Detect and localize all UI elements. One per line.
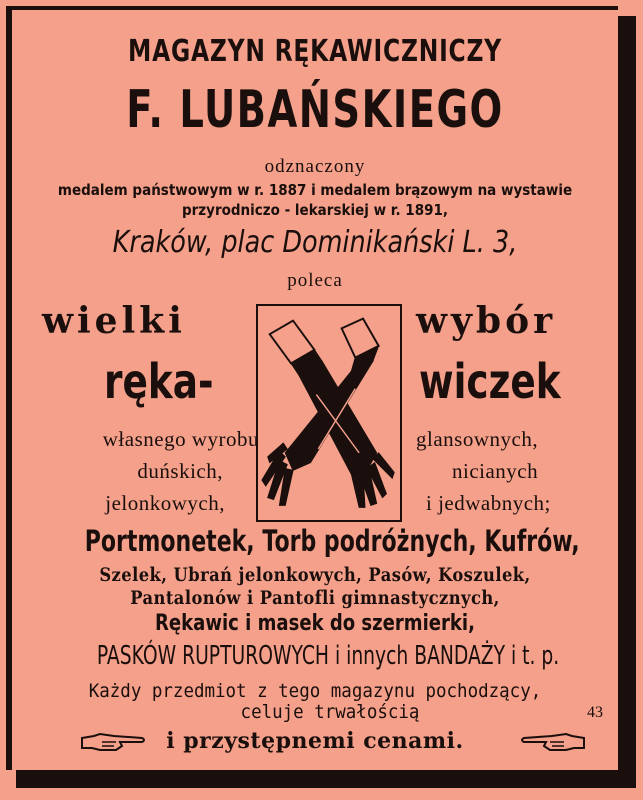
left-text-2: duńskich,: [137, 459, 223, 483]
gloves-icon: [258, 306, 400, 520]
pointing-hand-left-icon: [520, 730, 586, 754]
word-reka: ręka-: [104, 354, 214, 410]
frame-shadow-right: [618, 16, 636, 786]
right-text-1: glansownych,: [416, 427, 539, 451]
distinguished-label: odznaczony: [264, 156, 366, 177]
crossed-gloves-illustration: [256, 304, 402, 522]
goods-line-4: Rękawic i masek do szermierki,: [155, 611, 475, 636]
goods-line-5: PASKÓW RUPTUROWYCH i innych BANDAŻY i t. p.: [96, 641, 560, 671]
quality-line-2: celuje trwałością: [240, 701, 420, 723]
address: Kraków, plac Dominikański L. 3,: [112, 225, 518, 260]
medal-line-2: przyrodniczo - lekarskiej w r. 1891,: [181, 201, 449, 219]
frame-shadow-bottom: [16, 770, 636, 788]
goods-line-1: Portmonetek, Torb podróżnych, Kufrów,: [84, 524, 580, 558]
shop-header: MAGAZYN RĘKAWICZNICZY: [128, 34, 502, 69]
right-text-3: i jedwabnych;: [426, 491, 551, 515]
left-text-1: własnego wyrobu: [102, 427, 259, 451]
goods-line-2: Szelek, Ubrań jelonkowych, Pasów, Koszulek,: [99, 564, 531, 586]
shop-owner-name: F. LUBAŃSKIEGO: [126, 80, 504, 140]
left-text-3: jelonkowych,: [105, 491, 225, 515]
medal-line-1: medalem państwowym w r. 1887 i medalem brązowym na wystawie: [57, 181, 573, 199]
right-text-2: nicianych: [452, 459, 539, 483]
word-wiczek: wiczek: [419, 354, 561, 410]
word-wielki: wielki: [42, 300, 186, 342]
prices-line: i przystępnemi cenami.: [166, 728, 464, 754]
goods-line-3: Pantalonów i Pantofli gimnastycznych,: [130, 587, 500, 609]
ad-number: 43: [587, 704, 603, 721]
word-wybor: wybór: [416, 300, 557, 342]
quality-line-1: Każdy przedmiot z tego magazynu pochodzący,: [88, 680, 542, 702]
offers-label: poleca: [287, 270, 343, 291]
